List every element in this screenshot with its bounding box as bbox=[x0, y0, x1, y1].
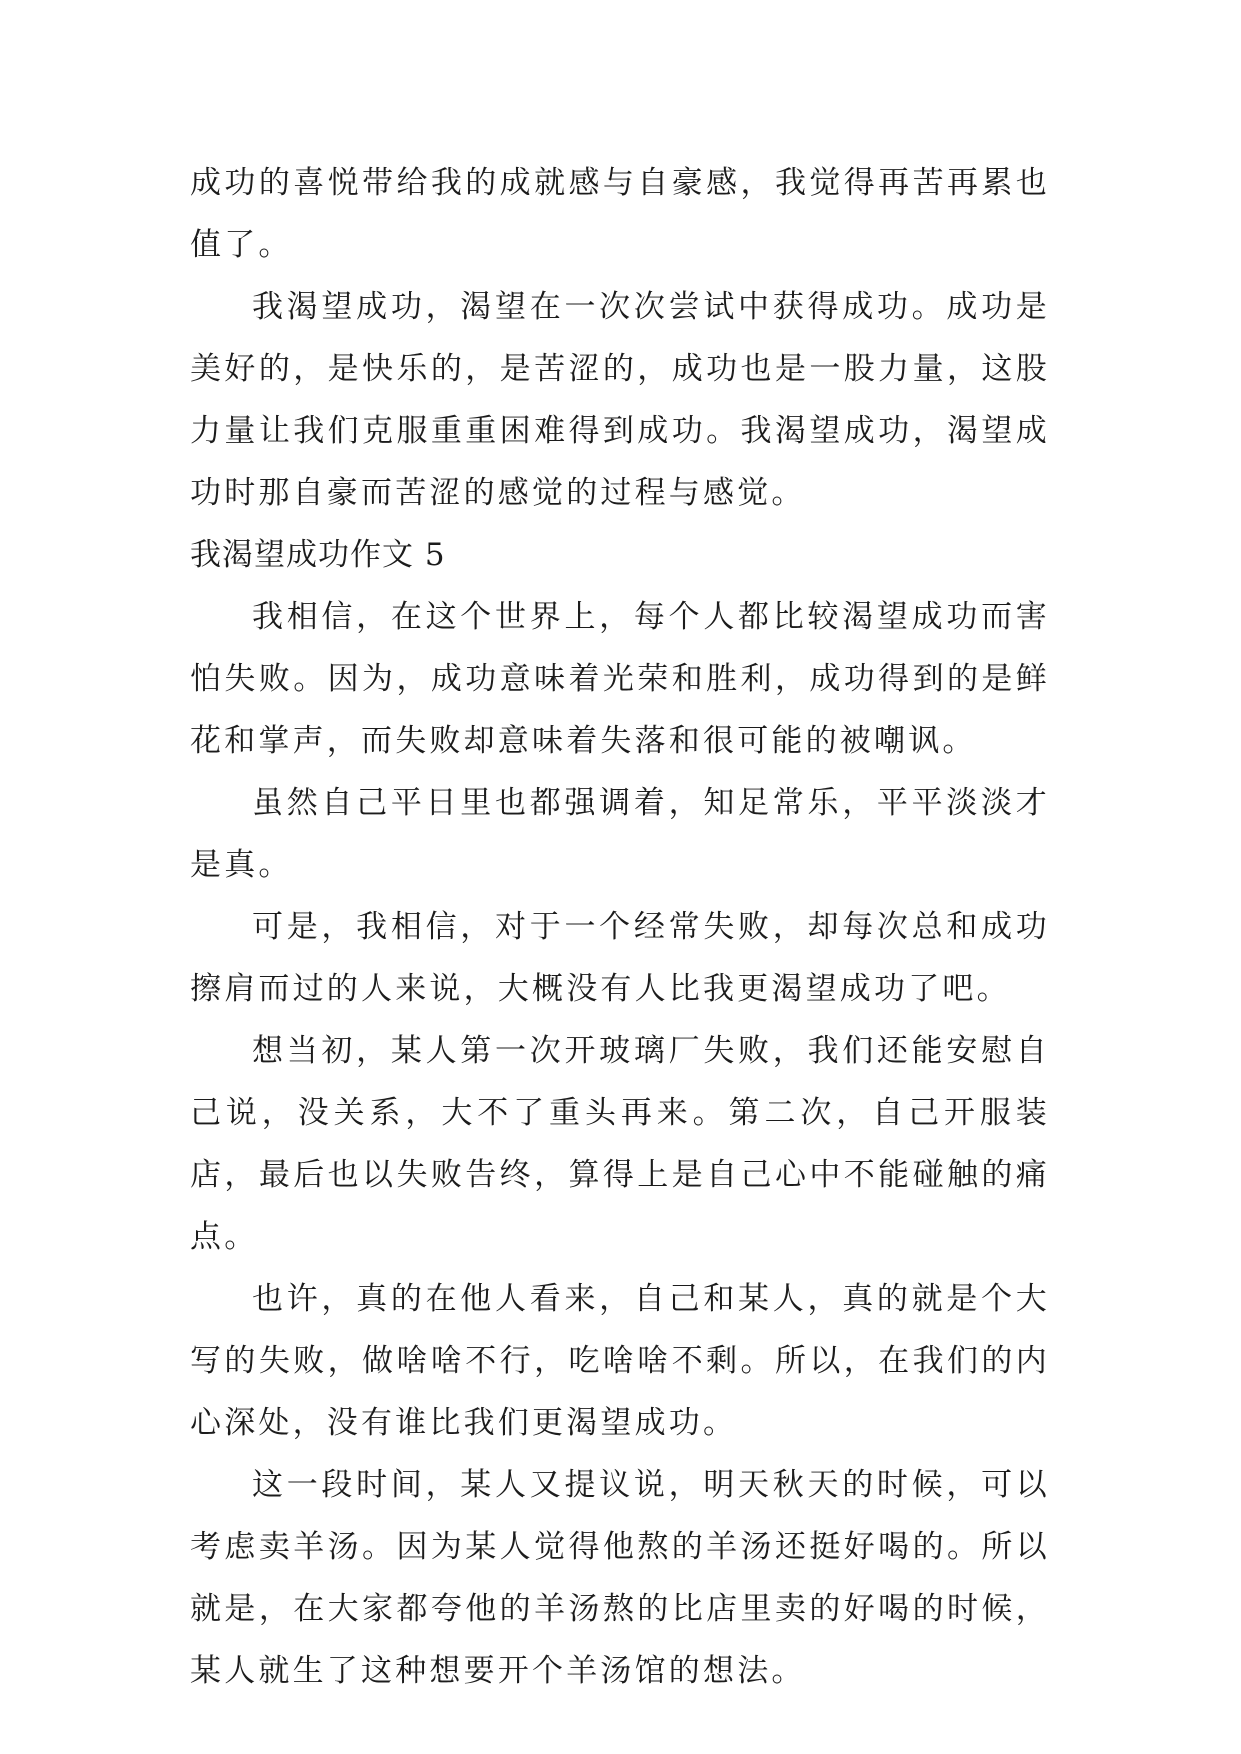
paragraph: 也许，真的在他人看来，自己和某人，真的就是个大写的失败，做啥啥不行，吃啥啥不剩。所以，在我们的内心深处，没有谁比我们更渴望成功。 bbox=[190, 1281, 1050, 1441]
paragraph: 虽然自己平日里也都强调着，知足常乐，平平淡淡才是真。 bbox=[190, 785, 1050, 883]
section-heading: 我渴望成功作文 5 bbox=[190, 537, 446, 573]
paragraph-continuation: 成功的喜悦带给我的成就感与自豪感，我觉得再苦再累也值了。 bbox=[190, 165, 1050, 263]
paragraph: 想当初，某人第一次开玻璃厂失败，我们还能安慰自己说，没关系，大不了重头再来。第二次，自己开服装店，最后也以失败告终，算得上是自己心中不能碰触的痛点。 bbox=[190, 1033, 1050, 1255]
paragraph: 我渴望成功，渴望在一次次尝试中获得成功。成功是美好的，是快乐的，是苦涩的，成功也是一股力量，这股力量让我们克服重重困难得到成功。我渴望成功，渴望成功时那自豪而苦涩的感觉的过程与感觉。 bbox=[190, 289, 1050, 511]
paragraph: 可是，我相信，对于一个经常失败，却每次总和成功擦肩而过的人来说，大概没有人比我更渴望成功了吧。 bbox=[190, 909, 1050, 1007]
paragraph: 这一段时间，某人又提议说，明天秋天的时候，可以考虑卖羊汤。因为某人觉得他熬的羊汤还挺好喝的。所以就是，在大家都夸他的羊汤熬的比店里卖的好喝的时候，某人就生了这种想要开个羊汤馆的想法。 bbox=[190, 1467, 1050, 1689]
document-body bbox=[190, 152, 1050, 1702]
paragraph: 我相信，在这个世界上，每个人都比较渴望成功而害怕失败。因为，成功意味着光荣和胜利，成功得到的是鲜花和掌声，而失败却意味着失落和很可能的被嘲讽。 bbox=[190, 599, 1050, 759]
